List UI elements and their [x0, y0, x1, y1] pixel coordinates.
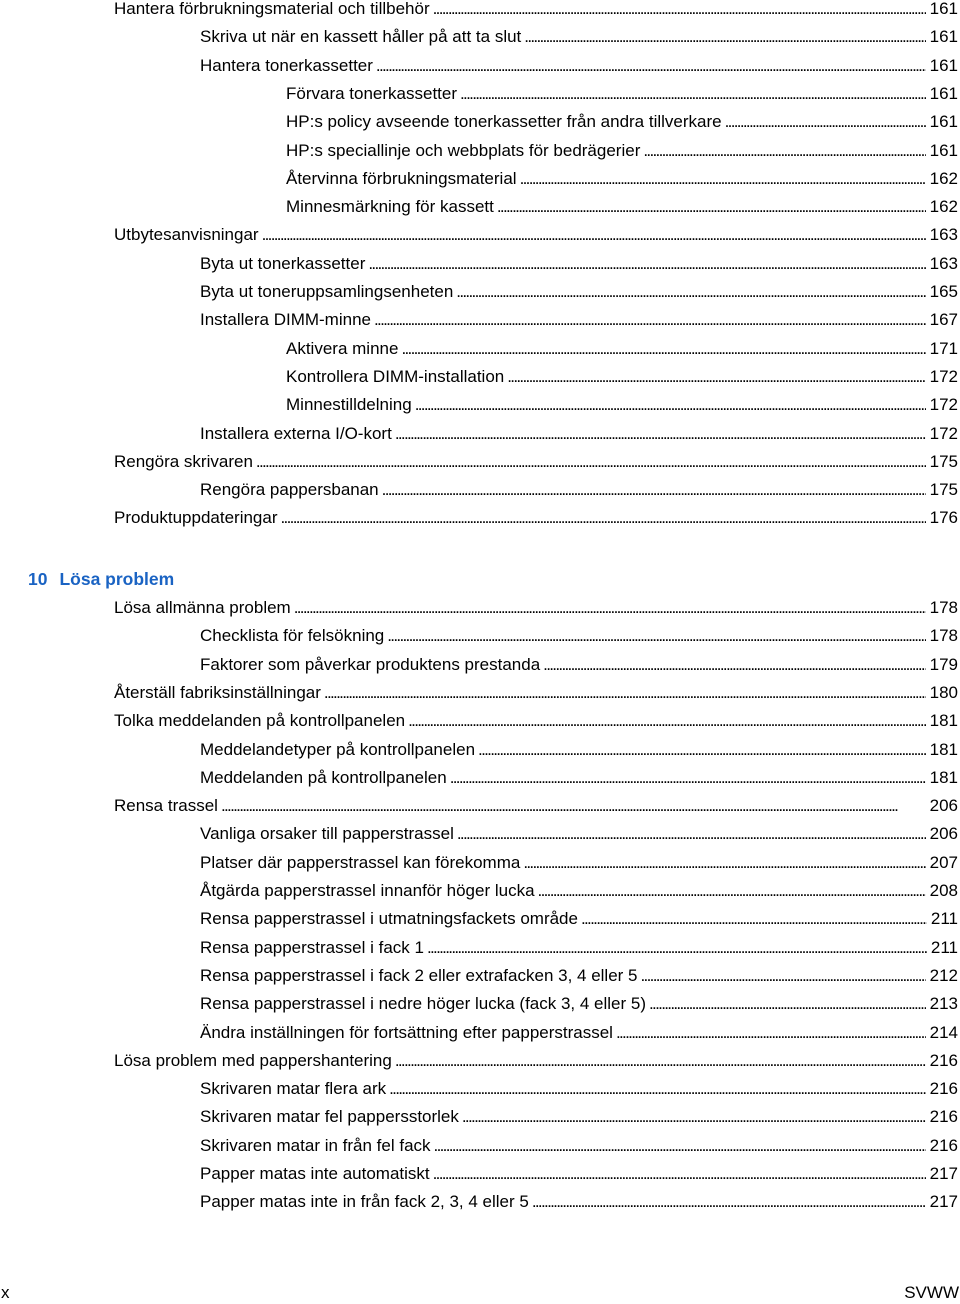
toc-entry[interactable] [114, 450, 958, 474]
dot-leader [641, 964, 926, 988]
toc-entry-page-number: 172 [929, 366, 958, 386]
dot-leader [368, 252, 925, 276]
chapter-number: 10 [28, 569, 48, 589]
toc-entry-page-number: 163 [929, 225, 958, 245]
dot-leader [221, 794, 926, 818]
dot-leader [262, 223, 926, 247]
toc-entry-title: Skrivaren matar fel pappersstorlek [200, 1107, 459, 1127]
toc-entry-title: Återställ fabriksinställningar [114, 682, 321, 702]
toc-entry-page-number: 181 [929, 739, 958, 759]
toc-entry[interactable] [200, 422, 958, 446]
toc-entry-page-number: 216 [929, 1135, 958, 1155]
dot-leader [456, 280, 925, 304]
toc-entry-page-number: 211 [930, 909, 958, 929]
toc-entry-page-number: 216 [929, 1079, 958, 1099]
dot-leader [434, 1134, 926, 1158]
toc-entry[interactable] [200, 624, 958, 648]
toc-entry-page-number: 162 [929, 168, 958, 188]
toc-entry-page-number: 161 [929, 0, 958, 18]
dot-leader [281, 506, 926, 530]
toc-entry-page-number: 217 [929, 1164, 958, 1183]
dot-leader [543, 653, 925, 677]
toc-entry[interactable] [200, 1134, 958, 1158]
toc-entry[interactable] [286, 82, 958, 106]
toc-entry-page-number: 175 [929, 480, 958, 500]
dot-leader [324, 681, 926, 705]
toc-entry-page-number: 178 [929, 626, 958, 646]
toc-entry-title: Byta ut toneruppsamlingsenheten [200, 282, 454, 301]
toc-entry-title: Åtgärda papperstrassel innanför höger lucka [200, 881, 535, 900]
toc-entry-title: Checklista för felsökning [200, 626, 385, 646]
dot-leader [401, 337, 925, 361]
toc-entry-title: Lösa problem med pappershantering [114, 1050, 392, 1070]
chapter-heading[interactable] [28, 566, 174, 592]
toc-entry[interactable] [200, 1077, 958, 1101]
dot-leader [478, 738, 926, 762]
dot-leader [538, 879, 926, 903]
toc-entry-page-number: 161 [929, 83, 958, 103]
dot-leader [376, 54, 926, 78]
toc-entry-title: Skrivaren matar flera ark [200, 1079, 387, 1099]
toc-entry[interactable] [200, 936, 958, 960]
toc-entry-page-number: 165 [929, 282, 958, 301]
toc-entry-title: Hantera tonerkassetter [200, 55, 373, 75]
toc-entry-page-number: 161 [929, 55, 958, 75]
toc-entry-title: Installera externa I/O-kort [200, 423, 392, 443]
toc-entry-page-number: 211 [930, 937, 958, 957]
dot-leader [294, 596, 926, 620]
toc-entry[interactable] [200, 1162, 958, 1186]
footer-brand-label: SVWW [904, 1283, 959, 1302]
toc-entry[interactable] [200, 964, 958, 988]
toc-entry-title: Faktorer som påverkar produktens prestanda [200, 654, 541, 674]
toc-entry-title: Vanliga orsaker till papperstrassel [200, 824, 454, 844]
dot-leader [520, 167, 926, 191]
toc-entry-title: Papper matas inte automatiskt [200, 1164, 430, 1183]
toc-entry-title: Rengöra pappersbanan [200, 480, 379, 500]
dot-leader [256, 450, 926, 474]
dot-leader [532, 1190, 926, 1214]
dot-leader [382, 478, 926, 502]
toc-entry-page-number: 161 [929, 112, 958, 132]
toc-entry-title: Skrivaren matar in från fel fack [200, 1135, 431, 1155]
toc-entry-title: Förvara tonerkassetter [286, 83, 458, 103]
toc-entry[interactable] [114, 681, 958, 705]
toc-entry-title: HP:s speciallinje och webbplats för bedrägerier [286, 140, 641, 160]
toc-entry-page-number: 181 [929, 767, 958, 787]
dot-leader [433, 0, 926, 21]
toc-entry-title: Rengöra skrivaren [114, 451, 253, 471]
toc-entry-page-number: 162 [929, 197, 958, 217]
toc-entry-page-number: 178 [929, 598, 958, 617]
toc-entry[interactable] [114, 506, 958, 530]
toc-entry[interactable] [286, 110, 958, 134]
toc-entry[interactable] [200, 1105, 958, 1129]
toc-entry-page-number: 175 [929, 451, 958, 471]
dot-leader [524, 25, 925, 49]
toc-entry-title: Minnestilldelning [286, 395, 412, 415]
toc-entry-title: Meddelandetyper på kontrollpanelen [200, 739, 476, 759]
toc-entry-page-number: 167 [929, 310, 958, 330]
toc-entry[interactable] [286, 365, 958, 389]
toc-entry[interactable] [114, 223, 958, 247]
dot-leader [389, 1077, 926, 1101]
toc-entry-title: Hantera förbrukningsmaterial och tillbehör [114, 0, 430, 18]
dot-leader [616, 1021, 926, 1045]
toc-entry[interactable] [200, 25, 958, 49]
toc-entry-title: Installera DIMM-minne [200, 310, 371, 330]
toc-entry[interactable] [200, 1190, 958, 1214]
toc-entry-page-number: 171 [929, 338, 958, 358]
toc-entry-title: Ändra inställningen för fortsättning efter papperstrassel [200, 1022, 613, 1042]
toc-entry-title: Rensa papperstrassel i nedre höger lucka (fack 3, 4 eller 5) [200, 994, 647, 1014]
dot-leader [457, 822, 926, 846]
toc-entry[interactable] [286, 167, 958, 191]
toc-entry[interactable] [114, 1049, 958, 1073]
dot-leader [374, 308, 926, 332]
toc-entry-page-number: 206 [929, 796, 958, 816]
dot-leader [408, 709, 926, 733]
toc-entry[interactable] [200, 879, 958, 903]
toc-entry-page-number: 172 [929, 423, 958, 443]
dot-leader [395, 1049, 926, 1073]
dot-leader [497, 195, 926, 219]
toc-entry-page-number: 163 [929, 253, 958, 273]
dot-leader [725, 110, 926, 134]
toc-entry[interactable] [114, 794, 958, 818]
toc-entry[interactable] [200, 992, 958, 1016]
toc-entry-page-number: 179 [929, 654, 958, 674]
toc-entry-title: Byta ut tonerkassetter [200, 253, 366, 273]
toc-entry[interactable] [200, 653, 958, 677]
toc-entry-page-number: 208 [929, 881, 958, 900]
dot-leader [523, 851, 925, 875]
toc-entry-title: Lösa allmänna problem [114, 598, 291, 617]
toc-entry-title: Skriva ut när en kassett håller på att ta slut [200, 27, 522, 47]
toc-entry-page-number: 207 [929, 852, 958, 872]
toc-entry-title: Tolka meddelanden på kontrollpanelen [114, 711, 406, 731]
toc-entry-page-number: 180 [929, 682, 958, 702]
toc-entry[interactable] [200, 738, 958, 762]
toc-entry[interactable] [200, 1021, 958, 1045]
toc-entry[interactable] [200, 822, 958, 846]
toc-entry-title: Aktivera minne [286, 338, 399, 358]
dot-leader [507, 365, 925, 389]
toc-entry-title: Rensa papperstrassel i fack 2 eller extrafacken 3, 4 eller 5 [200, 965, 638, 985]
toc-entry-title: Rensa papperstrassel i utmatningsfackets område [200, 909, 578, 929]
dot-leader [433, 1162, 926, 1186]
dot-leader [427, 936, 927, 960]
toc-entry[interactable] [286, 139, 958, 163]
toc-entry-title: Kontrollera DIMM-installation [286, 366, 505, 386]
toc-entry[interactable] [200, 478, 958, 502]
toc-entry-title: Rensa trassel [114, 796, 218, 816]
dot-leader [460, 82, 926, 106]
toc-entry[interactable] [286, 393, 958, 417]
toc-entry-page-number: 161 [929, 140, 958, 160]
toc-entry-title: HP:s policy avseende tonerkassetter från andra tillverkare [286, 112, 722, 132]
page-number-footer: x [1, 1283, 10, 1302]
toc-entry-page-number: 213 [929, 994, 958, 1014]
toc-entry-title: Platser där papperstrassel kan förekomma [200, 852, 521, 872]
toc-entry-page-number: 216 [929, 1050, 958, 1070]
toc-entry[interactable] [114, 0, 958, 21]
dot-leader [395, 422, 926, 446]
toc-entry-title: Produktuppdateringar [114, 508, 278, 528]
toc-entry-title: Papper matas inte in från fack 2, 3, 4 eller 5 [200, 1192, 529, 1212]
toc-entry-page-number: 172 [929, 395, 958, 415]
toc-entry[interactable] [200, 851, 958, 875]
toc-entry[interactable] [200, 766, 958, 790]
dot-leader [415, 393, 926, 417]
toc-entry[interactable] [286, 195, 958, 219]
toc-entry-title: Rensa papperstrassel i fack 1 [200, 937, 424, 957]
toc-entry-page-number: 161 [929, 27, 958, 47]
toc-entry[interactable] [286, 337, 958, 361]
toc-entry[interactable] [200, 252, 958, 276]
toc-entry-title: Utbytesanvisningar [114, 225, 259, 245]
toc-entry-page-number: 214 [929, 1022, 958, 1042]
toc-entry-page-number: 212 [929, 965, 958, 985]
dot-leader [643, 139, 925, 163]
toc-entry[interactable] [200, 280, 958, 304]
toc-entry-page-number: 217 [929, 1192, 958, 1212]
dot-leader [462, 1105, 926, 1129]
dot-leader [450, 766, 926, 790]
toc-entry[interactable] [200, 907, 958, 931]
dot-leader [387, 624, 925, 648]
toc-entry-title: Minnesmärkning för kassett [286, 197, 494, 217]
toc-entry-page-number: 206 [929, 824, 958, 844]
toc-entry-title: Meddelanden på kontrollpanelen [200, 767, 447, 787]
chapter-title: Lösa problem [59, 569, 175, 589]
toc-entry[interactable] [114, 596, 958, 620]
toc-entry[interactable] [200, 54, 958, 78]
toc-entry[interactable] [114, 709, 958, 733]
toc-entry-page-number: 176 [929, 508, 958, 528]
toc-entry-page-number: 216 [929, 1107, 958, 1127]
dot-leader [581, 907, 927, 931]
toc-entry-page-number: 181 [929, 711, 958, 731]
dot-leader [649, 992, 926, 1016]
toc-entry-title: Återvinna förbrukningsmaterial [286, 168, 517, 188]
toc-entry[interactable] [200, 308, 958, 332]
